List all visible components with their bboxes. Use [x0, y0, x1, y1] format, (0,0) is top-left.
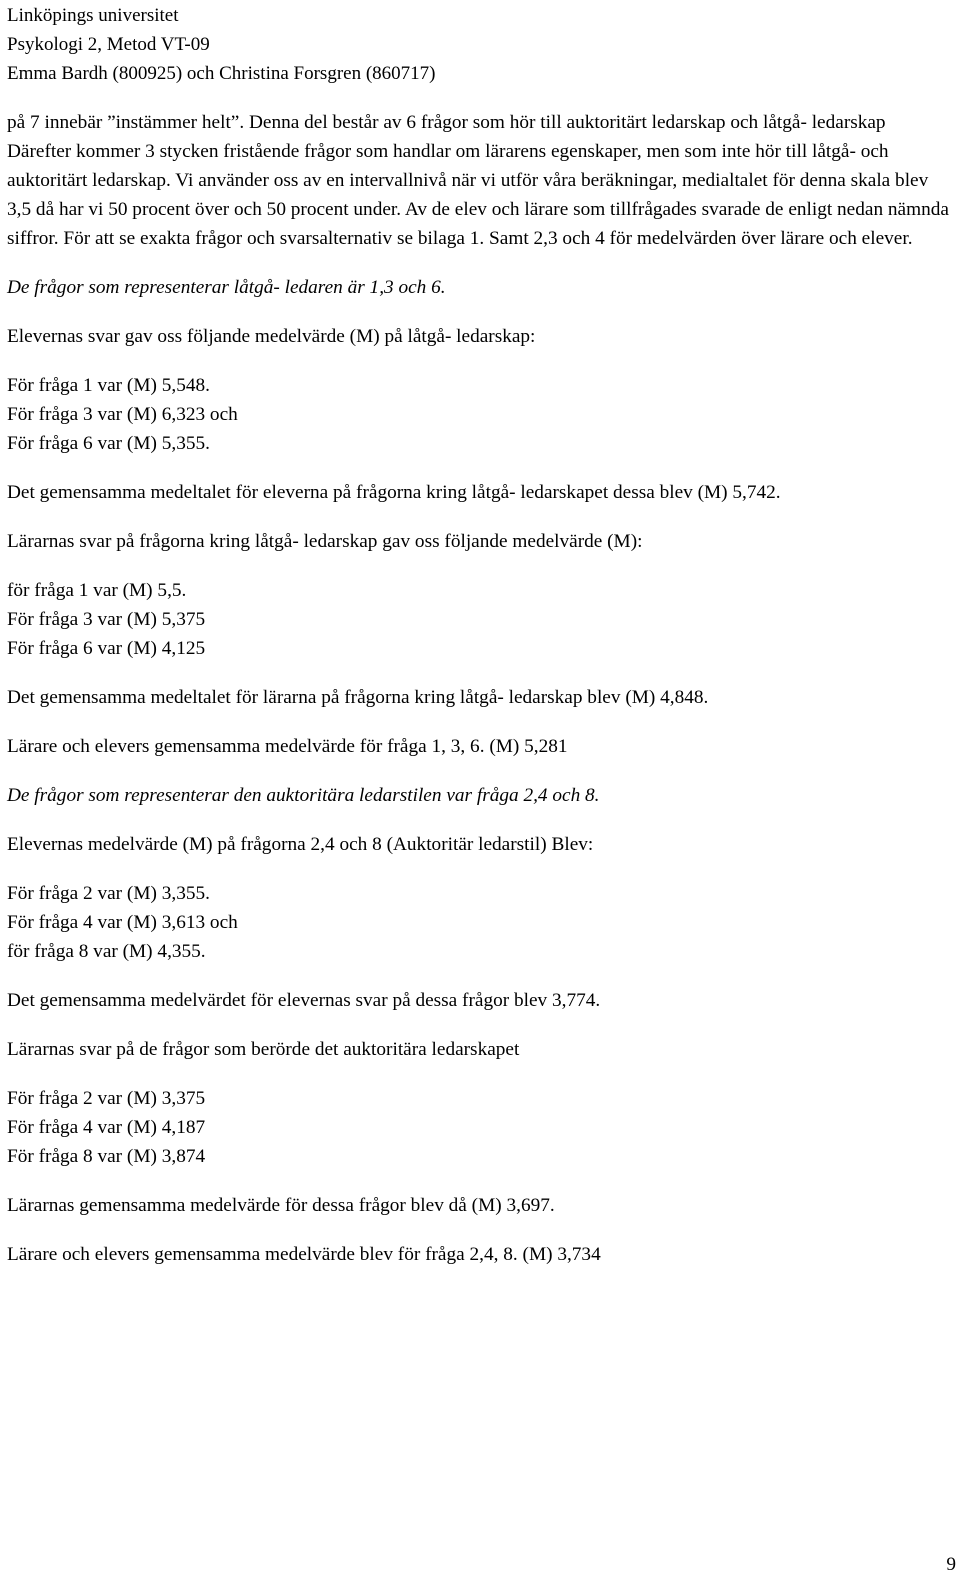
students-laissez-faire-intro: Elevernas svar gav oss följande medelvärde (M) på låtgå- ledarskap: [7, 326, 536, 347]
document-header [7, 1, 435, 88]
authors-line: Emma Bardh (800925) och Christina Forsgren (860717) [7, 63, 436, 84]
list-item: För fråga 6 var (M) 5,355. [7, 433, 210, 454]
list-item: För fråga 3 var (M) 6,323 och [7, 404, 238, 425]
students-laissez-faire-list [7, 371, 952, 458]
teachers-laissez-faire-mean: Det gemensamma medeltalet för lärarna på frågorna kring låtgå- ledarskap blev (M) 4,848. [7, 687, 709, 708]
list-item: För fråga 8 var (M) 3,874 [7, 1146, 206, 1167]
course-name: Psykologi 2, Metod VT-09 [7, 34, 210, 55]
intro-paragraph: på 7 innebär ”instämmer helt”. Denna del består av 6 frågor som hör till auktoritärt ledarskap och låtgå- ledarskap Därefter kommer 3 stycken fristående frågor som handlar om lärarens egenskaper, men som inte hör till låtgå- och auktoritärt ledarskap. Vi använder oss av en intervallnivå när vi utför våra beräkningar, medialtalet för denna skala blev 3,5 då har vi 50 procent över och 50 procent under. Av de elev och lärare som tillfrågades svarade de enligt nedan nämnda siffror. För att se exakta frågor och svarsalternativ se bilaga 1. Samt 2,3 och 4 för medelvärden över lärare och elever. [7, 112, 949, 249]
page-number: 9 [946, 1554, 956, 1575]
laissez-faire-heading: De frågor som representerar låtgå- ledaren är 1,3 och 6. [7, 277, 446, 298]
document-body [7, 108, 952, 1269]
list-item: för fråga 8 var (M) 4,355. [7, 941, 206, 962]
teachers-authoritarian-mean: Lärarnas gemensamma medelvärde för dessa frågor blev då (M) 3,697. [7, 1195, 555, 1216]
list-item: För fråga 1 var (M) 5,548. [7, 375, 210, 396]
students-authoritarian-intro: Elevernas medelvärde (M) på frågorna 2,4 och 8 (Auktoritär ledarstil) Blev: [7, 834, 594, 855]
list-item: För fråga 2 var (M) 3,355. [7, 883, 210, 904]
list-item: För fråga 2 var (M) 3,375 [7, 1088, 206, 1109]
combined-laissez-faire-mean: Lärare och elevers gemensamma medelvärde för fråga 1, 3, 6. (M) 5,281 [7, 736, 568, 757]
university-name: Linköpings universitet [7, 5, 179, 26]
list-item: För fråga 3 var (M) 5,375 [7, 609, 206, 630]
list-item: för fråga 1 var (M) 5,5. [7, 580, 187, 601]
teachers-laissez-faire-list [7, 576, 952, 663]
list-item: För fråga 4 var (M) 4,187 [7, 1117, 206, 1138]
students-laissez-faire-mean: Det gemensamma medeltalet för eleverna på frågorna kring låtgå- ledarskapet dessa blev (M) 5,742. [7, 482, 781, 503]
teachers-laissez-faire-intro: Lärarnas svar på frågorna kring låtgå- ledarskap gav oss följande medelvärde (M): [7, 531, 643, 552]
students-authoritarian-mean: Det gemensamma medelvärdet för elevernas svar på dessa frågor blev 3,774. [7, 990, 601, 1011]
list-item: För fråga 4 var (M) 3,613 och [7, 912, 238, 933]
list-item: För fråga 6 var (M) 4,125 [7, 638, 206, 659]
students-authoritarian-list [7, 879, 952, 966]
combined-authoritarian-mean: Lärare och elevers gemensamma medelvärde blev för fråga 2,4, 8. (M) 3,734 [7, 1244, 601, 1265]
teachers-authoritarian-list [7, 1084, 952, 1171]
teachers-authoritarian-intro: Lärarnas svar på de frågor som berörde det auktoritära ledarskapet [7, 1039, 520, 1060]
authoritarian-heading: De frågor som representerar den auktoritära ledarstilen var fråga 2,4 och 8. [7, 785, 600, 806]
